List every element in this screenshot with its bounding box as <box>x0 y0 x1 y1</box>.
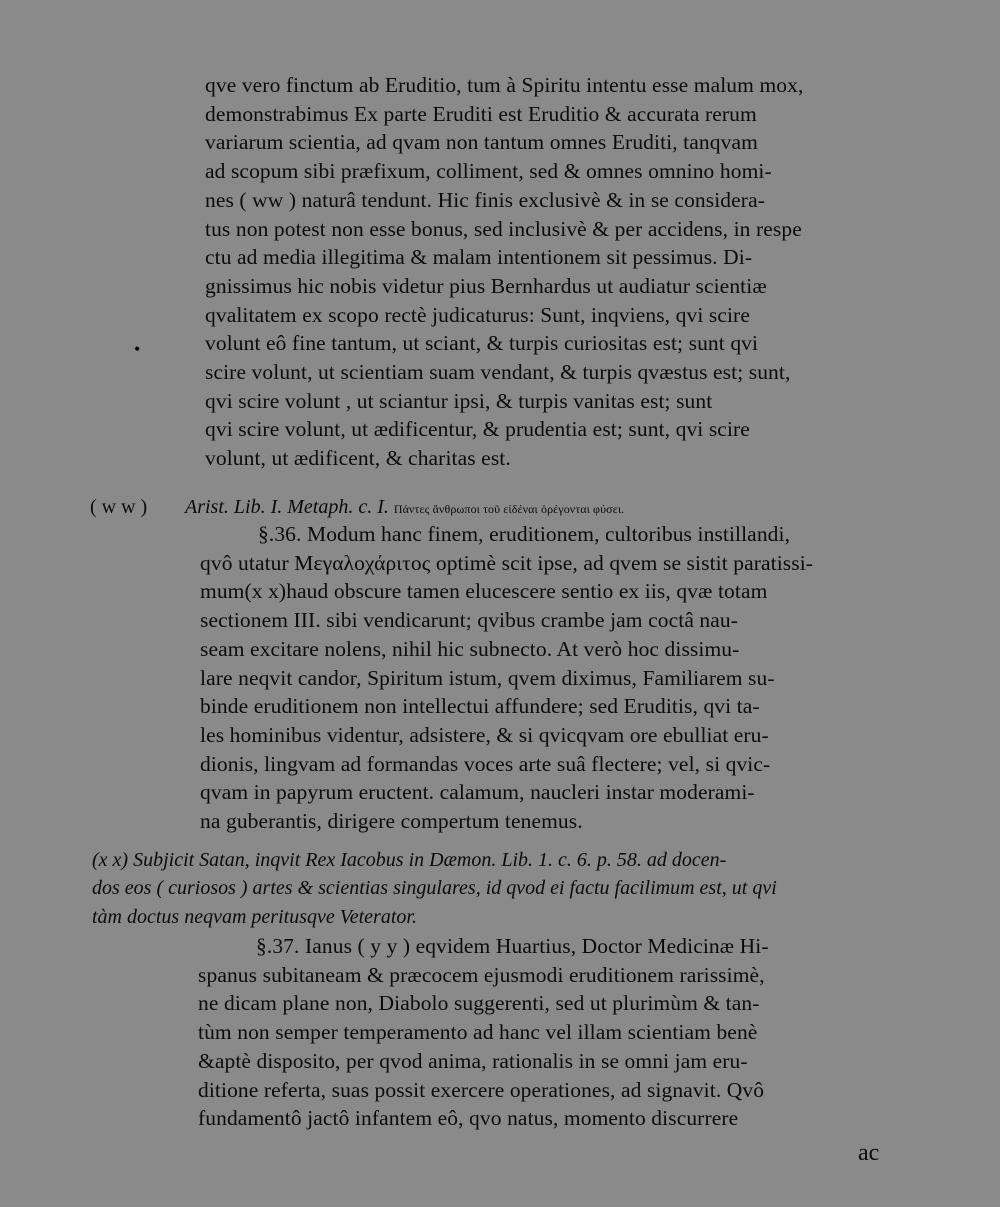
section-37-line: fundamentô jactô infantem eô, qvo natus, momento discurrere <box>198 1106 739 1131</box>
paragraph-1-line: ctu ad media illegitima & malam intentionem sit pessimus. Di- <box>205 245 753 270</box>
footnote-xx-line: (x x) Subjicit Satan, inqvit Rex Iacobus in Dæmon. Lib. 1. c. 6. p. 58. ad docen- <box>92 849 727 871</box>
paragraph-1-line: gnissimus hic nobis videtur pius Bernhardus ut audiatur scientiæ <box>205 273 767 298</box>
section-37-line: ne dicam plane non, Diabolo suggerenti, sed ut plurimùm & tan- <box>198 991 760 1016</box>
paragraph-1-line: variarum scientia, ad qvam non tantum omnes Eruditi, tanqvam <box>205 130 758 155</box>
footnote-ww-greek: Πάντες ἄνθρωποι τοῦ εἰδέναι ὀρέγονται φύσει. <box>393 502 625 516</box>
section-36-line: na guberantis, dirigere compertum tenemus. <box>200 809 583 834</box>
footnote-ww-text <box>185 493 624 523</box>
paragraph-1-line: volunt, ut ædificent, & charitas est. <box>205 446 511 471</box>
footnote-ww-label: ( w w ) <box>90 496 148 518</box>
section-36-line: qvô utatur Μεγαλοχάριτος optimè scit ipse, ad qvem se sistit paratissi- <box>200 550 814 575</box>
paragraph-1-line: nes ( ww ) naturâ tendunt. Hic finis exclusivè & in se considera- <box>205 187 765 212</box>
paragraph-1-line: ad scopum sibi præfixum, colliment, sed & omnes omnino homi- <box>205 159 772 184</box>
paragraph-1-line: volunt eô fine tantum, ut sciant, & turpis curiositas est; sunt qvi <box>205 331 759 356</box>
section-36 <box>200 520 813 836</box>
footnote-xx-line: dos eos ( curiosos ) artes & scientias singulares, id qvod ei factu facilimum est, ut qvi <box>92 877 777 900</box>
footnote-ww-reference: Arist. Lib. I. Metaph. c. I. <box>185 496 389 518</box>
paragraph-1-line: tus non potest non esse bonus, sed inclusivè & per accidens, in respe <box>205 216 802 241</box>
margin-mark: • <box>134 339 141 359</box>
section-36-line: dionis, lingvam ad formandas voces arte suâ flectere; vel, si qvic- <box>200 751 771 776</box>
section-36-line: sectionem III. sibi vendicarunt; qvibus crambe jam coctâ nau- <box>200 608 739 633</box>
section-36-line: §.36. Modum hanc finem, eruditionem, cultoribus instillandi, <box>258 522 791 546</box>
footnote-ww <box>90 493 910 521</box>
footnote-xx <box>92 846 777 931</box>
paragraph-1-line: demonstrabimus Ex parte Eruditi est Eruditio & accurata rerum <box>205 101 757 126</box>
section-37-line: spanus subitaneam & præcocem ejusmodi eruditionem rarissimè, <box>198 962 765 987</box>
catchword: ac <box>858 1140 880 1166</box>
paragraph-1-line: qve vero finctum ab Eruditio, tum à Spiritu intentu esse malum mox, <box>205 73 804 97</box>
paragraph-1-line: qvi scire volunt , ut sciantur ipsi, & turpis vanitas est; sunt <box>205 388 713 413</box>
section-36-line: qvam in papyrum eructent. calamum, naucleri instar moderami- <box>200 780 755 805</box>
section-37-line: &aptè disposito, per qvod anima, rationalis in se omni jam eru- <box>198 1048 748 1073</box>
section-37-line: tùm non semper temperamento ad hanc vel illam scientiam benè <box>198 1020 758 1045</box>
footnote-xx-line: tàm doctus neqvam peritusqve Veterator. <box>92 905 417 928</box>
paragraph-1 <box>205 71 803 473</box>
section-37-line: ditione referta, suas possit exercere operationes, ad signavit. Qvô <box>198 1077 765 1102</box>
section-36-line: les hominibus videntur, adsistere, & si qvicqvam ore ebulliat eru- <box>200 722 769 747</box>
section-36-line: seam excitare nolens, nihil hic subnecto. At verò hoc dissimu- <box>200 636 740 661</box>
paragraph-1-line: qvi scire volunt, ut ædificentur, & prudentia est; sunt, qvi scire <box>205 417 750 442</box>
section-36-line: binde eruditionem non intellectui affundere; sed Eruditis, qvi ta- <box>200 694 760 719</box>
section-36-line: mum(x x)haud obscure tamen elucescere sentio ex iis, qvæ totam <box>200 579 768 604</box>
paragraph-1-line: scire volunt, ut scientiam suam vendant, & turpis qvæstus est; sunt, <box>205 360 791 385</box>
paragraph-1-line: qvalitatem ex scopo rectè judicaturus: Sunt, inqviens, qvi scire <box>205 302 750 327</box>
section-37-line: §.37. Ianus ( y y ) eqvidem Huartius, Doctor Medicinæ Hi- <box>256 934 769 958</box>
section-37 <box>198 932 769 1133</box>
section-36-line: lare neqvit candor, Spiritum istum, qvem diximus, Familiarem su- <box>200 665 775 690</box>
